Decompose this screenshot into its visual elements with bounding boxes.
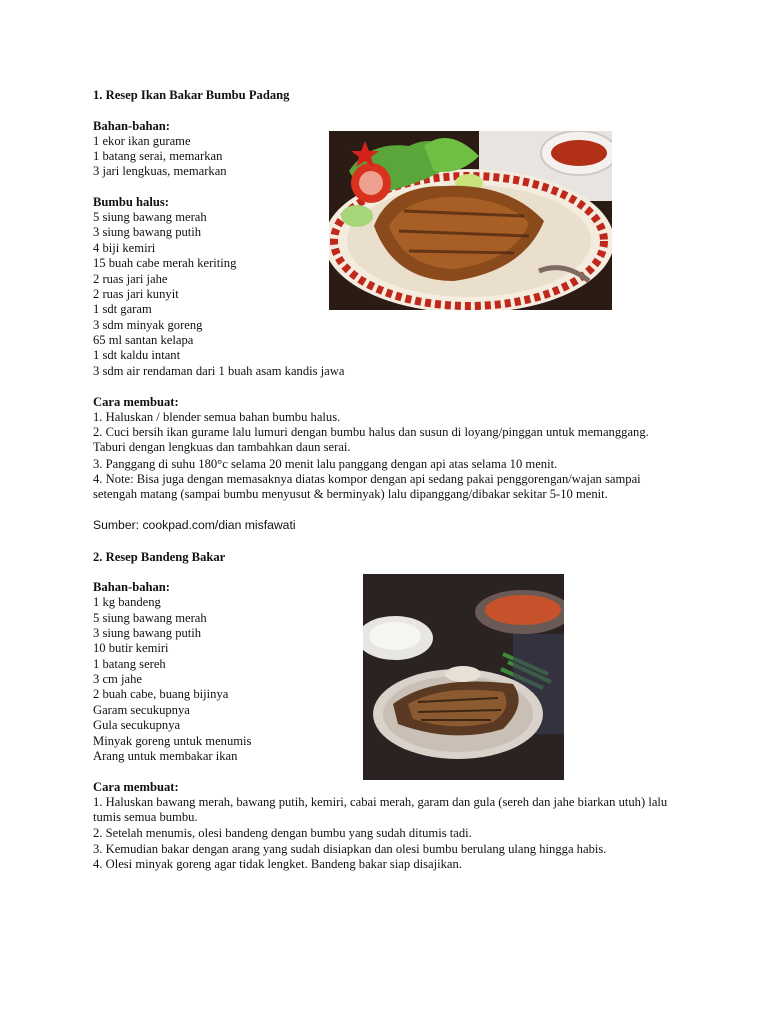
recipe2-bahan-item: 2 buah cabe, buang bijinya xyxy=(93,687,229,701)
recipe2-cara-step: 4. Olesi minyak goreng agar tidak lengket. Bandeng bakar siap disajikan. xyxy=(93,857,462,871)
recipe2-cara-step: 3. Kemudian bakar dengan arang yang sudah disiapkan dan olesi bumbu berulang ulang hingga habis. xyxy=(93,842,607,856)
recipe2-cara-heading: Cara membuat: xyxy=(93,780,179,794)
bandeng-bakar-photo xyxy=(363,574,564,780)
recipe2-bahan-item: 10 butir kemiri xyxy=(93,641,169,655)
recipe1-bumbu-heading: Bumbu halus: xyxy=(93,195,169,209)
recipe1-cara-step: 1. Haluskan / blender semua bahan bumbu halus. xyxy=(93,410,341,424)
recipe1-cara-step: 3. Panggang di suhu 180°c selama 20 menit lalu panggang dengan api atas selama 10 menit. xyxy=(93,457,558,471)
recipe1-source: Sumber: cookpad.com/dian misfawati xyxy=(93,518,296,532)
recipe2-bahan-item: 5 siung bawang merah xyxy=(93,611,207,625)
recipe2-title: 2. Resep Bandeng Bakar xyxy=(93,550,226,564)
recipe1-bahan-item: 1 ekor ikan gurame xyxy=(93,134,191,148)
recipe1-bumbu-item: 3 sdm air rendaman dari 1 buah asam kandis jawa xyxy=(93,364,345,378)
recipe1-bahan-item: 3 jari lengkuas, memarkan xyxy=(93,164,227,178)
recipe2-bahan-item: Minyak goreng untuk menumis xyxy=(93,734,252,748)
recipe1-cara-heading: Cara membuat: xyxy=(93,395,179,409)
recipe1-bumbu-item: 2 ruas jari kunyit xyxy=(93,287,179,301)
recipe1-bahan-heading: Bahan-bahan: xyxy=(93,119,170,133)
recipe1-bumbu-item: 1 sdt garam xyxy=(93,302,152,316)
recipe1-bumbu-item: 5 siung bawang merah xyxy=(93,210,207,224)
recipe1-bumbu-item: 3 sdm minyak goreng xyxy=(93,318,203,332)
recipe2-bahan-item: 3 siung bawang putih xyxy=(93,626,202,640)
recipe2-bahan-heading: Bahan-bahan: xyxy=(93,580,170,594)
recipe2-bahan-item: Garam secukupnya xyxy=(93,703,190,717)
recipe2-bahan-item: 1 kg bandeng xyxy=(93,595,161,609)
ikan-bakar-photo xyxy=(329,131,612,310)
recipe1-bumbu-item: 3 siung bawang putih xyxy=(93,225,202,239)
recipe1-bumbu-item: 2 ruas jari jahe xyxy=(93,272,168,286)
recipe1-bumbu-item: 15 buah cabe merah keriting xyxy=(93,256,237,270)
recipe1-bumbu-item: 4 biji kemiri xyxy=(93,241,156,255)
recipe1-title: 1. Resep Ikan Bakar Bumbu Padang xyxy=(93,88,290,102)
recipe2-bahan-item: 1 batang sereh xyxy=(93,657,166,671)
recipe2-cara-step: 2. Setelah menumis, olesi bandeng dengan bumbu yang sudah ditumis tadi. xyxy=(93,826,472,840)
recipe2-bahan-item: 3 cm jahe xyxy=(93,672,142,686)
recipe1-bumbu-item: 65 ml santan kelapa xyxy=(93,333,194,347)
recipe1-bahan-item: 1 batang serai, memarkan xyxy=(93,149,223,163)
recipe1-bumbu-item: 1 sdt kaldu intant xyxy=(93,348,181,362)
recipe1-cara-step: 4. Note: Bisa juga dengan memasaknya diatas kompor dengan api sedang pakai penggorengan/wajan sampai setengah matang (sampai bumbu menyusut & berminyak) lalu dipanggang/dibakar sekitar 5-10 menit. xyxy=(93,472,641,502)
recipe2-bahan-item: Gula secukupnya xyxy=(93,718,181,732)
recipe1-cara-step: 2. Cuci bersih ikan gurame lalu lumuri dengan bumbu halus dan susun di loyang/pinggan untuk memanggang. Taburi dengan lengkuas dan tambahkan daun serai. xyxy=(93,425,649,455)
recipe2-bahan-item: Arang untuk membakar ikan xyxy=(93,749,238,763)
recipe2-cara-step: 1. Haluskan bawang merah, bawang putih, kemiri, cabai merah, garam dan gula (sereh dan jahe biarkan utuh) lalu tumis semua bumbu. xyxy=(93,795,668,825)
